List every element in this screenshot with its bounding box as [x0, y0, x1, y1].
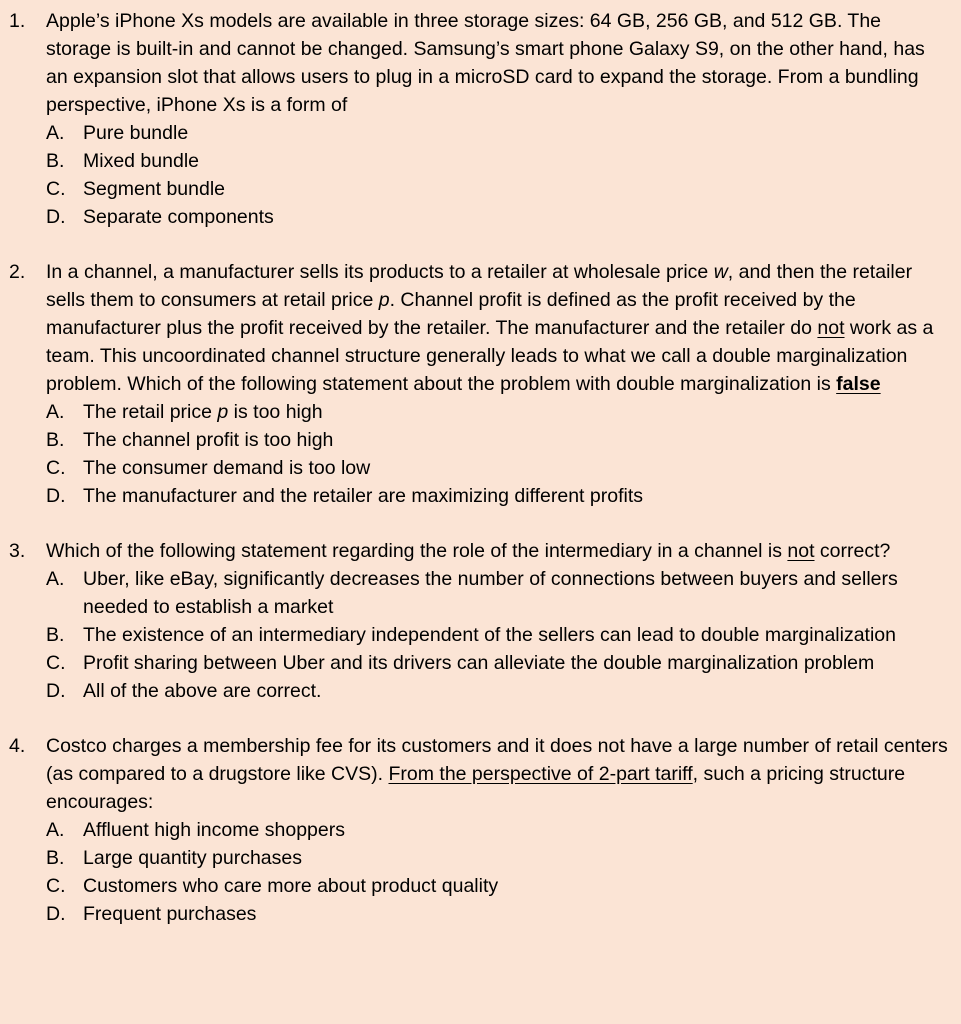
option-letter: D. [46, 485, 66, 507]
option-text: The manufacturer and the retailer are maximizing different profits [83, 485, 643, 507]
question-stem: Apple’s iPhone Xs models are available in three storage sizes: 64 GB, 256 GB, and 512 GB. The storage is built-in and cannot be changed. Samsung’s smart phone Galaxy S9, on the other hand, has an expansion slot that allows users to plug in a microSD card to expand the storage. From a bundling perspective, iPhone Xs is a form of [46, 10, 925, 116]
question-2 [0, 258, 961, 510]
question-body [46, 258, 951, 510]
question-4 [0, 732, 961, 928]
emphasis-2-part-tariff: From the perspective of 2-part tariff [388, 763, 693, 785]
option-letter: D. [46, 903, 66, 925]
option-c[interactable] [46, 872, 951, 900]
question-3 [0, 537, 961, 705]
variable-p: p [217, 401, 229, 423]
option-letter: A. [46, 568, 65, 590]
option-text: All of the above are correct. [83, 680, 322, 702]
option-text: Large quantity purchases [83, 847, 302, 869]
question-number: 3. [9, 540, 26, 562]
question-body [46, 732, 951, 928]
option-letter: B. [46, 847, 65, 869]
option-text: Affluent high income shoppers [83, 819, 345, 841]
question-number: 1. [9, 10, 26, 32]
option-d[interactable] [46, 677, 951, 705]
option-list [46, 119, 951, 231]
option-a[interactable] [46, 816, 951, 844]
option-letter: B. [46, 624, 65, 646]
stem-text: , and then the retailer sells them to consumers at retail price [46, 261, 913, 311]
option-letter: B. [46, 150, 65, 172]
stem-text: correct? [814, 540, 891, 562]
option-d[interactable] [46, 203, 951, 231]
option-d[interactable] [46, 482, 951, 510]
option-d[interactable] [46, 900, 951, 928]
option-text: The channel profit is too high [83, 429, 334, 451]
question-number: 4. [9, 735, 26, 757]
option-text: The retail price p is too high [83, 401, 323, 423]
option-letter: A. [46, 122, 65, 144]
option-list [46, 816, 951, 928]
stem-text: Which of the following statement regarding the role of the intermediary in a channel is [46, 540, 788, 562]
option-c[interactable] [46, 649, 951, 677]
variable-w: w [713, 261, 728, 283]
option-b[interactable] [46, 147, 951, 175]
stem-text: Costco charges a membership fee for its customers and it does not have a large number of retail centers (as compared to a drugstore like CVS). [46, 735, 948, 785]
option-letter: D. [46, 206, 66, 228]
option-letter: A. [46, 819, 65, 841]
option-letter: C. [46, 875, 66, 897]
option-letter: D. [46, 680, 66, 702]
option-list [46, 398, 951, 510]
stem-text: . Channel profit is defined as the profit received by the manufacturer plus the profit received by the retailer. The manufacturer and the retailer do [46, 289, 856, 339]
question-body [46, 537, 951, 705]
option-a[interactable] [46, 119, 951, 147]
stem-text: In a channel, a manufacturer sells its products to a retailer at wholesale price [46, 261, 714, 283]
option-text: Separate components [83, 206, 274, 228]
emphasis-false: false [836, 373, 881, 395]
option-letter: B. [46, 429, 65, 451]
question-body [46, 7, 951, 231]
question-stem [46, 258, 951, 398]
option-list [46, 565, 951, 705]
emphasis-not: not [817, 317, 845, 339]
option-text: Pure bundle [83, 122, 189, 144]
variable-p: p [378, 289, 390, 311]
stem-text: , such a pricing structure encourages: [46, 763, 906, 813]
option-c[interactable] [46, 454, 951, 482]
option-text: Mixed bundle [83, 150, 199, 172]
option-text: The consumer demand is too low [83, 457, 371, 479]
option-letter: C. [46, 178, 66, 200]
question-stem [46, 732, 951, 816]
option-text: The existence of an intermediary independent of the sellers can lead to double marginalization [83, 624, 897, 646]
question-1 [0, 7, 961, 231]
stem-text: work as a team. This uncoordinated channel structure generally leads to what we call a double marginalization problem. Which of the following statement about the problem with double marginalization is [46, 317, 934, 395]
option-b[interactable] [46, 621, 951, 649]
option-c[interactable] [46, 175, 951, 203]
option-letter: C. [46, 652, 66, 674]
question-number: 2. [9, 261, 26, 283]
question-stem [46, 537, 951, 565]
option-text: Customers who care more about product quality [83, 875, 499, 897]
option-letter: C. [46, 457, 66, 479]
option-text: Uber, like eBay, significantly decreases the number of connections between buyers and sellers needed to establish a market [83, 568, 898, 618]
option-b[interactable] [46, 426, 951, 454]
option-a[interactable] [46, 398, 951, 426]
emphasis-not: not [787, 540, 815, 562]
option-text: Segment bundle [83, 178, 226, 200]
option-text: Frequent purchases [83, 903, 257, 925]
option-b[interactable] [46, 844, 951, 872]
option-letter: A. [46, 401, 65, 423]
option-a[interactable] [46, 565, 951, 621]
option-text: Profit sharing between Uber and its drivers can alleviate the double marginalization problem [83, 652, 875, 674]
